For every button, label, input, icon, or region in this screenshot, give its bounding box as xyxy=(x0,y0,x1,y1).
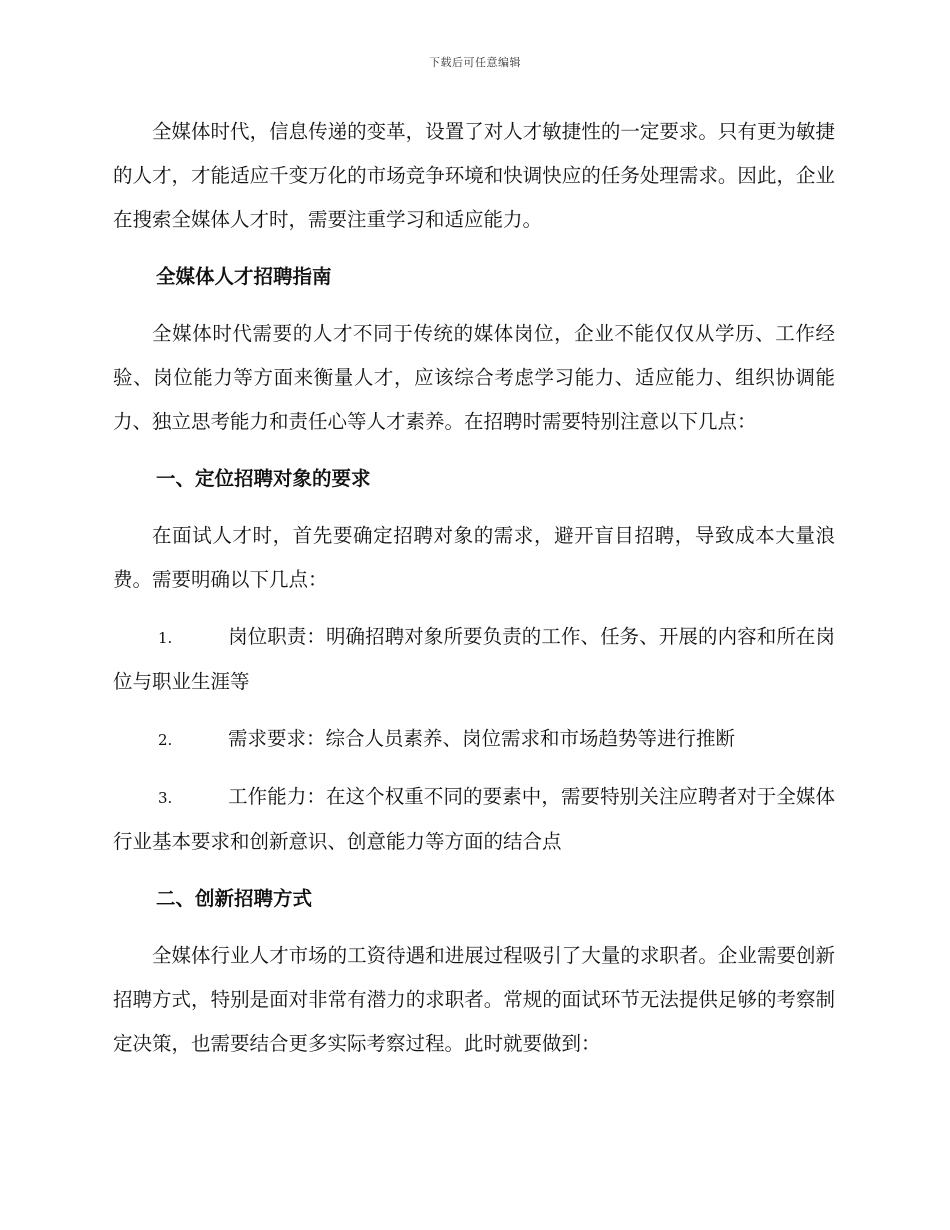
list-text: 需求要求：综合人员素养、岗位需求和市场趋势等进行推断 xyxy=(228,727,736,750)
list-number: 3. xyxy=(158,789,173,807)
paragraph-interview: 在面试人才时，首先要确定招聘对象的需求，避开盲目招聘，导致成本大量浪费。需要明确以下几点： xyxy=(113,524,835,591)
section-heading-guide: 全媒体人才招聘指南 xyxy=(156,265,332,288)
paragraph-agility: 全媒体时代，信息传递的变革，设置了对人才敏捷性的一定要求。只有更为敏捷的人才，才能适应千变万化的市场竞争环境和快调快应的任务处理需求。因此，企业在搜索全媒体人才时，需要注重学习和适应能力。 xyxy=(113,120,835,231)
list-number: 2. xyxy=(158,731,173,749)
paragraph-innovation: 全媒体行业人才市场的工资待遇和进展过程吸引了大量的求职者。企业需要创新招聘方式，特别是面对非常有潜力的求职者。常规的面试环节无法提供足够的考察制定决策，也需要结合更多实际考察过程。此时就要做到： xyxy=(113,944,835,1055)
list-text: 工作能力：在这个权重不同的要素中，需要特别关注应聘者对于全媒体行业基本要求和创新意识、创意能力等方面的结合点 xyxy=(113,785,835,853)
page-header: 下载后可任意编辑 xyxy=(429,56,521,69)
section-heading-innovation: 二、创新招聘方式 xyxy=(156,887,313,910)
list-item xyxy=(113,775,835,864)
paragraph-talent-requirements: 全媒体时代需要的人才不同于传统的媒体岗位，企业不能仅仅从学历、工作经验、岗位能力等方面来衡量人才，应该综合考虑学习能力、适应能力、组织协调能力、独立思考能力和责任心等人才素养。在招聘时需要特别注意以下几点： xyxy=(113,322,835,433)
document-body xyxy=(113,110,835,1079)
list-number: 1. xyxy=(158,629,173,647)
list-item xyxy=(113,615,835,704)
section-heading-positioning: 一、定位招聘对象的要求 xyxy=(156,467,371,490)
list-item xyxy=(113,717,835,762)
list-text: 岗位职责：明确招聘对象所要负责的工作、任务、开展的内容和所在岗位与职业生涯等 xyxy=(113,625,835,693)
